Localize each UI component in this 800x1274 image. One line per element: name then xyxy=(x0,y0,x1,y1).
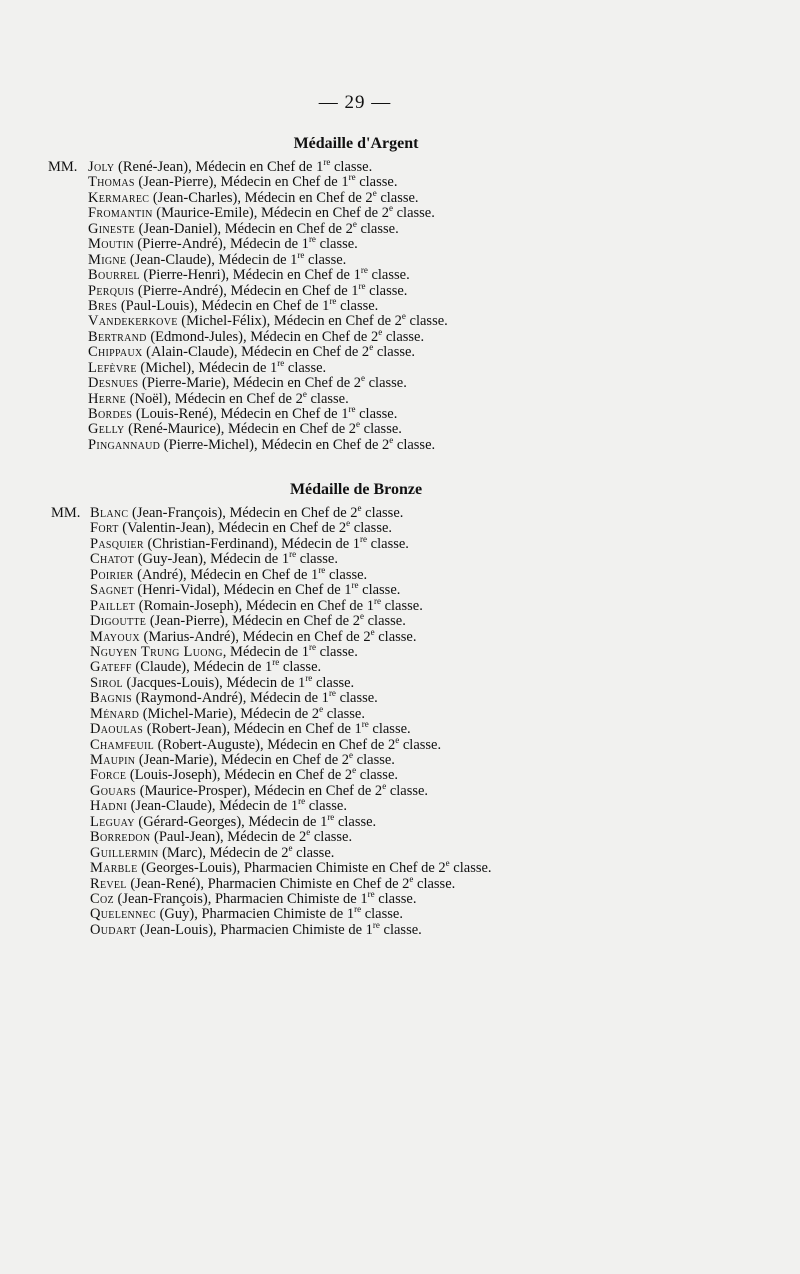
ordinal-suffix: re xyxy=(323,157,331,168)
surname: Guillermin xyxy=(90,844,159,861)
entry-details: (Jacques-Louis), Médecin de 1 xyxy=(122,674,306,691)
surname: Maupin xyxy=(90,752,136,768)
entry-tail: classe. xyxy=(361,505,404,521)
ordinal-suffix: e xyxy=(360,611,364,622)
ordinal-suffix: e xyxy=(352,765,357,776)
surname: Fromantin xyxy=(88,205,153,222)
surname: Chippaux xyxy=(88,344,143,361)
entry-details: (Guy), Pharmacien Chimiste de 1 xyxy=(155,906,355,923)
honorific-prefix: MM. xyxy=(51,505,81,521)
list-item xyxy=(0,564,800,583)
surname: Borredon xyxy=(90,829,151,846)
entry-details: (Pierre-Marie), Médecin en Chef de 2 xyxy=(138,375,361,392)
ordinal-suffix: e xyxy=(306,827,311,838)
surname: Vandekerkove xyxy=(88,313,178,330)
surname: Gineste xyxy=(88,220,136,237)
entry-tail: classe. xyxy=(312,674,355,691)
surname: Pasquier xyxy=(90,535,144,552)
ordinal-suffix: e xyxy=(288,842,293,853)
entry-details: (Maurice-Emile), Médecin en Chef de 2 xyxy=(152,205,389,222)
entry-details: (Gérard-Georges), Médecin de 1 xyxy=(134,813,328,830)
ordinal-suffix: re xyxy=(373,595,381,606)
list-item xyxy=(0,419,800,438)
surname: Blanc xyxy=(90,505,129,521)
entry-details: (Paul-Louis), Médecin en Chef de 1 xyxy=(117,297,330,314)
ordinal-suffix: e xyxy=(389,203,393,214)
entry-details: (Jean-Pierre), Médecin en Chef de 1 xyxy=(134,174,349,191)
entry-tail: classe. xyxy=(367,535,409,552)
list-item xyxy=(0,357,800,376)
surname: Sirol xyxy=(90,674,123,691)
entry-details: (Jean-Louis), Pharmacien Chimiste de 1 xyxy=(136,921,373,938)
surname: Oudart xyxy=(90,921,137,938)
entry-details: (Robert-Auguste), Médecin en Chef de 2 xyxy=(154,736,396,753)
list-item xyxy=(0,904,800,923)
entry-tail: classe. xyxy=(386,782,429,799)
entry-tail: classe. xyxy=(330,159,373,175)
ordinal-suffix: e xyxy=(445,858,450,869)
entry-details: (Jean-René), Pharmacien Chimiste en Chef de 2 xyxy=(126,875,410,892)
surname: Hadni xyxy=(90,798,127,815)
entry-details: , Médecin de 1 xyxy=(222,643,309,660)
ordinal-suffix: re xyxy=(351,580,359,591)
surname: Paillet xyxy=(90,597,136,614)
entry-details: (Raymond-André), Médecin de 1 xyxy=(132,690,329,707)
entry-tail: classe. xyxy=(355,174,398,191)
entry-details: (André), Médecin en Chef de 1 xyxy=(133,566,319,583)
entry-details: (Jean-Claude), Médecin de 1 xyxy=(126,251,298,268)
entry-tail: classe. xyxy=(315,236,358,253)
entry-details: (Louis-René), Médecin en Chef de 1 xyxy=(132,406,349,422)
entry-tail: classe. xyxy=(310,829,353,846)
entry-tail: classe. xyxy=(379,921,422,938)
list-item xyxy=(0,734,800,753)
entry-tail: classe. xyxy=(334,813,377,830)
entry-tail: classe. xyxy=(279,659,322,676)
entry-details: (Michel), Médecin de 1 xyxy=(136,359,278,376)
list-item xyxy=(0,172,800,191)
ordinal-suffix: re xyxy=(272,657,280,668)
list-item xyxy=(0,858,800,877)
entry-tail: classe. xyxy=(360,421,402,438)
ordinal-suffix: e xyxy=(319,703,324,714)
entry-tail: classe. xyxy=(361,906,403,923)
ordinal-suffix: re xyxy=(289,549,297,560)
entry-tail: classe. xyxy=(365,282,408,299)
entry-tail: classe. xyxy=(315,643,358,660)
ordinal-suffix: e xyxy=(401,311,406,322)
entry-tail: classe. xyxy=(368,721,411,738)
entry-tail: classe. xyxy=(374,628,417,645)
surname: Desnues xyxy=(88,375,139,392)
list-item xyxy=(0,657,800,676)
list-item xyxy=(0,672,800,691)
entry-details: (Michel-Félix), Médecin en Chef de 2 xyxy=(177,313,402,330)
surname: Chamfeuil xyxy=(90,736,155,753)
list-item xyxy=(0,518,800,537)
entry-details: (René-Jean), Médecin en Chef de 1 xyxy=(114,159,324,175)
surname: Force xyxy=(90,767,127,784)
entry-tail: classe. xyxy=(323,705,365,722)
ordinal-suffix: e xyxy=(349,750,354,761)
surname: Gateff xyxy=(90,659,132,676)
ordinal-suffix: re xyxy=(348,404,356,415)
ordinal-suffix: e xyxy=(378,326,383,337)
ordinal-suffix: re xyxy=(360,265,368,276)
list-item xyxy=(0,765,800,784)
entry-details: (Christian-Ferdinand), Médecin de 1 xyxy=(143,535,361,552)
list-item xyxy=(0,326,800,345)
entry-details: (Edmond-Jules), Médecin en Chef de 2 xyxy=(146,328,379,345)
entry-details: (René-Maurice), Médecin en Chef de 2 xyxy=(124,421,357,438)
list-item xyxy=(0,435,800,453)
ordinal-suffix: e xyxy=(395,734,400,745)
entry-details: (Pierre-Michel), Médecin en Chef de 2 xyxy=(160,436,390,453)
surname: Herne xyxy=(88,390,127,407)
entry-tail: classe. xyxy=(380,597,423,614)
surname: Sagnet xyxy=(90,582,134,599)
entry-details: (Henri-Vidal), Médecin en Chef de 1 xyxy=(133,582,352,599)
surname: Coz xyxy=(90,890,114,907)
entry-details: (Georges-Louis), Pharmacien Chimiste en Chef de 2 xyxy=(137,860,446,877)
ordinal-suffix: e xyxy=(352,218,357,229)
surname: Revel xyxy=(90,875,127,892)
section-title: Médaille de Bronze xyxy=(289,481,423,498)
surname: Marble xyxy=(90,860,138,877)
ordinal-suffix: re xyxy=(297,249,305,260)
ordinal-suffix: re xyxy=(367,889,375,900)
surname: Pingannaud xyxy=(88,436,161,453)
list-item xyxy=(0,811,800,830)
ordinal-suffix: e xyxy=(302,388,307,399)
surname: Perquis xyxy=(88,282,135,299)
surname: Migne xyxy=(88,251,127,268)
entry-list xyxy=(0,157,800,453)
ordinal-suffix: re xyxy=(348,172,356,183)
ordinal-suffix: re xyxy=(298,796,306,807)
entry-tail: classe. xyxy=(367,267,410,284)
ordinal-suffix: e xyxy=(356,419,361,430)
surname: Bertrand xyxy=(88,328,147,345)
surname: Gouars xyxy=(90,782,137,799)
entry-tail: classe. xyxy=(355,406,398,422)
list-item xyxy=(0,873,800,892)
list-item xyxy=(0,919,800,938)
ordinal-suffix: re xyxy=(277,357,285,368)
surname: Daoulas xyxy=(90,721,144,738)
entry-tail: classe. xyxy=(304,251,347,268)
list-item xyxy=(0,827,800,846)
entry-tail: classe. xyxy=(376,189,419,206)
entry-details: (Valentin-Jean), Médecin en Chef de 2 xyxy=(118,520,347,537)
entry-details: (Pierre-André), Médecin de 1 xyxy=(133,236,309,253)
list-item xyxy=(0,265,800,284)
ordinal-suffix: re xyxy=(361,719,369,730)
entry-details: (Pierre-André), Médecin en Chef de 1 xyxy=(134,282,359,299)
entry-tail: classe. xyxy=(413,875,456,892)
surname: Mayoux xyxy=(90,628,140,645)
entry-tail: classe. xyxy=(350,520,393,537)
entry-tail: classe. xyxy=(405,313,448,330)
ordinal-suffix: e xyxy=(382,781,387,792)
list-item xyxy=(0,595,800,614)
surname: Joly xyxy=(88,159,115,175)
list-item xyxy=(0,534,800,552)
ordinal-suffix: e xyxy=(361,373,365,384)
entry-tail: classe. xyxy=(365,375,407,392)
ordinal-suffix: e xyxy=(346,518,351,529)
list-item xyxy=(0,203,800,222)
surname: Nguyen Trung Luong xyxy=(90,643,223,660)
entry-details: (Pierre-Henri), Médecin en Chef de 1 xyxy=(139,267,361,284)
entry-tail: classe. xyxy=(358,582,401,599)
list-item xyxy=(0,342,800,361)
list-item xyxy=(0,373,800,392)
ordinal-suffix: e xyxy=(409,873,414,884)
list-item xyxy=(0,311,800,330)
entry-details: (Noël), Médecin en Chef de 2 xyxy=(126,390,303,407)
ordinal-suffix: re xyxy=(327,811,335,822)
ordinal-suffix: re xyxy=(305,672,313,683)
entry-details: (Michel-Marie), Médecin de 2 xyxy=(139,705,320,722)
surname: Thomas xyxy=(88,174,135,191)
list-item xyxy=(0,188,800,206)
surname: Bordes xyxy=(88,406,133,422)
surname: Lefèvre xyxy=(88,359,137,376)
ordinal-suffix: re xyxy=(328,688,336,699)
surname: Ménard xyxy=(90,705,140,722)
ordinal-suffix: re xyxy=(372,919,380,930)
entry-tail: classe. xyxy=(356,220,399,237)
entry-tail: classe. xyxy=(449,860,492,877)
entry-details: (Jean-François), Médecin en Chef de 2 xyxy=(128,505,358,521)
entry-tail: classe. xyxy=(336,297,379,314)
ordinal-suffix: re xyxy=(360,534,368,545)
entry-list xyxy=(0,503,800,938)
ordinal-suffix: re xyxy=(354,904,362,915)
entry-details: (Jean-Marie), Médecin en Chef de 2 xyxy=(135,752,350,768)
entry-details: (Marius-André), Médecin en Chef de 2 xyxy=(139,628,371,645)
ordinal-suffix: re xyxy=(329,296,337,307)
surname: Bres xyxy=(88,297,118,314)
list-item xyxy=(0,280,800,299)
entry-tail: classe. xyxy=(374,890,417,907)
ordinal-suffix: re xyxy=(358,280,366,291)
surname: Digoutte xyxy=(90,613,147,630)
ordinal-suffix: re xyxy=(308,234,316,245)
entry-tail: classe. xyxy=(325,566,368,583)
list-item xyxy=(0,842,800,861)
list-item xyxy=(0,611,800,630)
list-item xyxy=(0,626,800,645)
entry-tail: classe. xyxy=(399,736,442,753)
entry-details: (Paul-Jean), Médecin de 2 xyxy=(150,829,307,846)
ordinal-suffix: e xyxy=(389,435,394,446)
entry-details: (Jean-François), Pharmacien Chimiste de 1 xyxy=(113,890,368,907)
surname: Quelennec xyxy=(90,906,156,923)
entry-tail: classe. xyxy=(382,328,425,345)
entry-tail: classe. xyxy=(393,205,435,222)
list-item xyxy=(0,218,800,237)
entry-details: (Jean-Claude), Médecin de 1 xyxy=(126,798,299,815)
surname: Bourrel xyxy=(88,267,140,284)
list-item xyxy=(0,388,800,407)
entry-tail: classe. xyxy=(305,798,347,815)
list-item xyxy=(0,234,800,253)
surname: Kermarec xyxy=(88,189,150,206)
entry-details: (Claude), Médecin de 1 xyxy=(131,659,273,676)
list-item xyxy=(0,549,800,568)
list-item xyxy=(0,796,800,815)
entry-details: (Romain-Joseph), Médecin en Chef de 1 xyxy=(135,597,374,614)
entry-tail: classe. xyxy=(356,767,399,784)
surname: Leguay xyxy=(90,813,135,830)
ordinal-suffix: e xyxy=(370,626,375,637)
page-number: — 29 — xyxy=(318,92,392,113)
surname: Poirier xyxy=(90,566,134,583)
list-item xyxy=(0,703,800,722)
honorific-prefix: MM. xyxy=(48,159,78,175)
ordinal-suffix: e xyxy=(369,342,374,353)
list-item xyxy=(0,688,800,707)
ordinal-suffix: e xyxy=(357,503,362,514)
list-item xyxy=(0,249,800,268)
section-medaille-bronze xyxy=(0,480,800,938)
entry-details: (Alain-Claude), Médecin en Chef de 2 xyxy=(142,344,370,361)
entry-details: (Louis-Joseph), Médecin en Chef de 2 xyxy=(126,767,353,784)
entry-details: (Guy-Jean), Médecin de 1 xyxy=(134,551,290,568)
entry-details: (Marc), Médecin de 2 xyxy=(158,844,289,861)
surname: Fort xyxy=(90,520,119,537)
surname: Bagnis xyxy=(90,690,133,707)
list-item xyxy=(0,580,800,599)
ordinal-suffix: re xyxy=(308,642,316,653)
section-title: Médaille d'Argent xyxy=(293,135,419,152)
entry-details: (Jean-Pierre), Médecin en Chef de 2 xyxy=(146,613,360,630)
entry-tail: classe. xyxy=(335,690,378,707)
entry-details: (Jean-Daniel), Médecin en Chef de 2 xyxy=(135,220,353,237)
list-item xyxy=(0,719,800,738)
surname: Moutin xyxy=(88,236,134,253)
entry-tail: classe. xyxy=(306,390,349,407)
section-medaille-argent xyxy=(0,134,800,453)
entry-tail: classe. xyxy=(284,359,327,376)
entry-tail: classe. xyxy=(296,551,338,568)
entry-details: (Jean-Charles), Médecin en Chef de 2 xyxy=(149,189,373,206)
surname: Gelly xyxy=(88,421,125,438)
entry-tail: classe. xyxy=(353,752,395,768)
entry-tail: classe. xyxy=(364,613,406,630)
list-item xyxy=(0,781,800,799)
entry-details: (Robert-Jean), Médecin en Chef de 1 xyxy=(143,721,362,738)
ordinal-suffix: e xyxy=(372,188,377,199)
ordinal-suffix: re xyxy=(318,564,326,575)
entry-tail: classe. xyxy=(292,844,335,861)
entry-tail: classe. xyxy=(393,436,436,453)
entry-tail: classe. xyxy=(373,344,416,361)
surname: Chatot xyxy=(90,551,135,568)
entry-details: (Maurice-Prosper), Médecin en Chef de 2 xyxy=(136,782,383,799)
